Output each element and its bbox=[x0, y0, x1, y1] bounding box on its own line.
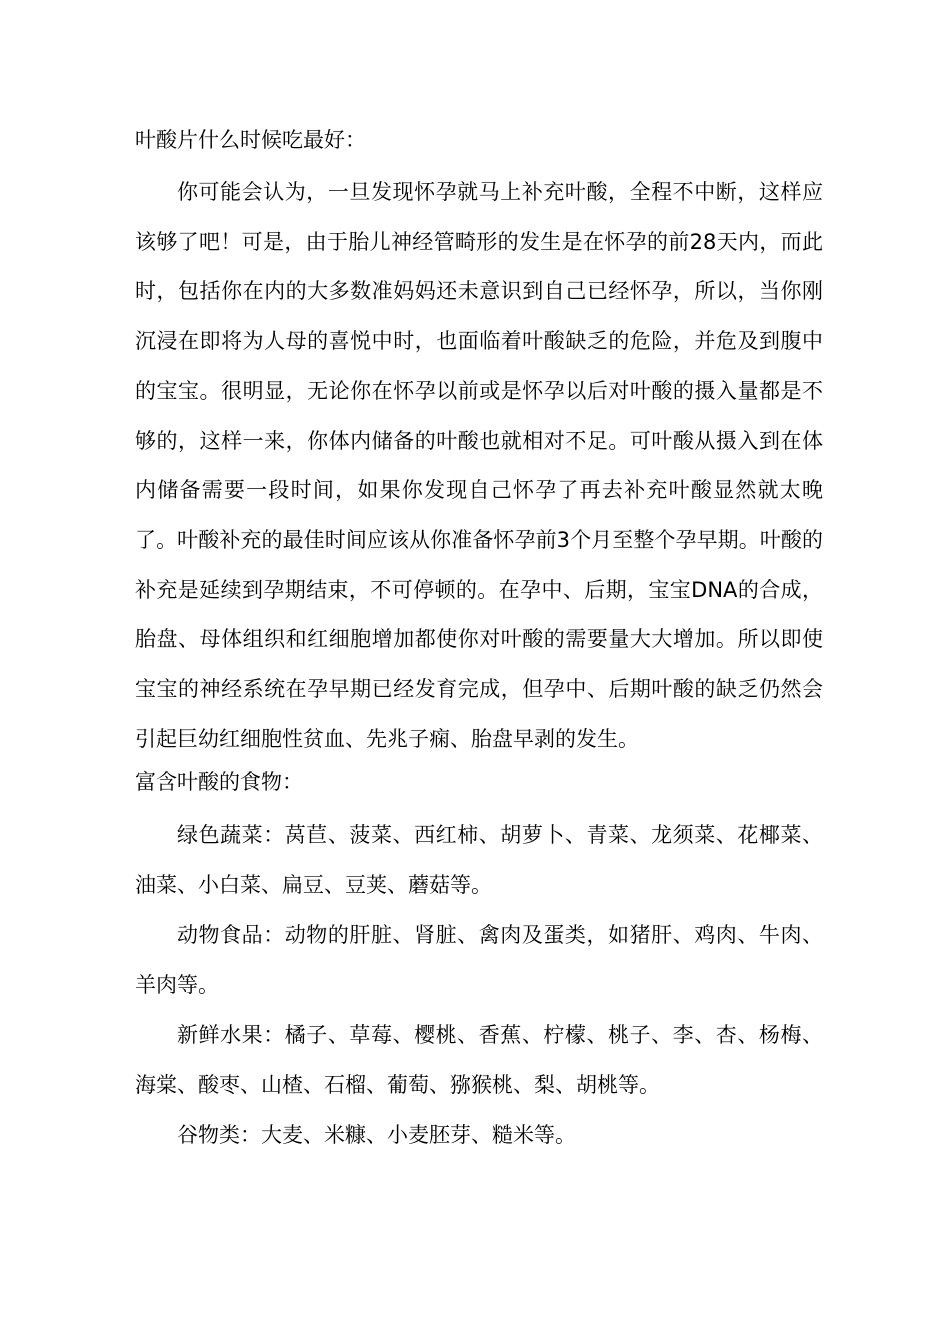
food-item-animal-foods: 动物食品：动物的肝脏、肾脏、禽肉及蛋类，如猪肝、鸡肉、牛肉、羊肉等。 bbox=[135, 923, 823, 998]
section-heading-folic-acid-foods: 富含叶酸的食物： bbox=[135, 770, 303, 795]
food-item-grains: 谷物类：大麦、米糠、小麦胚芽、糙米等。 bbox=[177, 1123, 576, 1148]
document-body bbox=[135, 120, 823, 1160]
section-heading-folic-acid-timing: 叶酸片什么时候吃最好： bbox=[135, 128, 366, 152]
food-item-green-vegetables: 绿色蔬菜：莴苣、菠菜、西红柿、胡萝卜、青菜、龙须菜、花椰菜、油菜、小白菜、扁豆、豆荚、蘑菇等。 bbox=[135, 823, 823, 898]
body-paragraph-timing: 你可能会认为，一旦发现怀孕就马上补充叶酸，全程不中断，这样应该够了吧！可是，由于胎儿神经管畸形的发生是在怀孕的前28天内，而此时，包括你在内的大多数准妈妈还未意识到自己已经怀孕，所以，当你刚沉浸在即将为人母的喜悦中时，也面临着叶酸缺乏的危险，并危及到腹中的宝宝。很明显，无论你在怀孕以前或是怀孕以后对叶酸的摄入量都是不够的，这样一来，你体内储备的叶酸也就相对不足。可叶酸从摄入到在体内储备需要一段时间，如果你发现自己怀孕了再去补充叶酸显然就太晚了。叶酸补充的最佳时间应该从你准备怀孕前3个月至整个孕早期。叶酸的补充是延续到孕期结束，不可停顿的。在孕中、后期，宝宝DNA的合成，胎盘、母体组织和红细胞增加都使你对叶酸的需要量大大增加。所以即使宝宝的神经系统在孕早期已经发育完成，但孕中、后期叶酸的缺乏仍然会引起巨幼红细胞性贫血、先兆子痫、胎盘早剥的发生。 bbox=[135, 180, 823, 751]
food-item-fresh-fruits: 新鲜水果：橘子、草莓、樱桃、香蕉、柠檬、桃子、李、杏、杨梅、海棠、酸枣、山楂、石榴、葡萄、猕猴桃、梨、胡桃等。 bbox=[135, 1023, 823, 1098]
